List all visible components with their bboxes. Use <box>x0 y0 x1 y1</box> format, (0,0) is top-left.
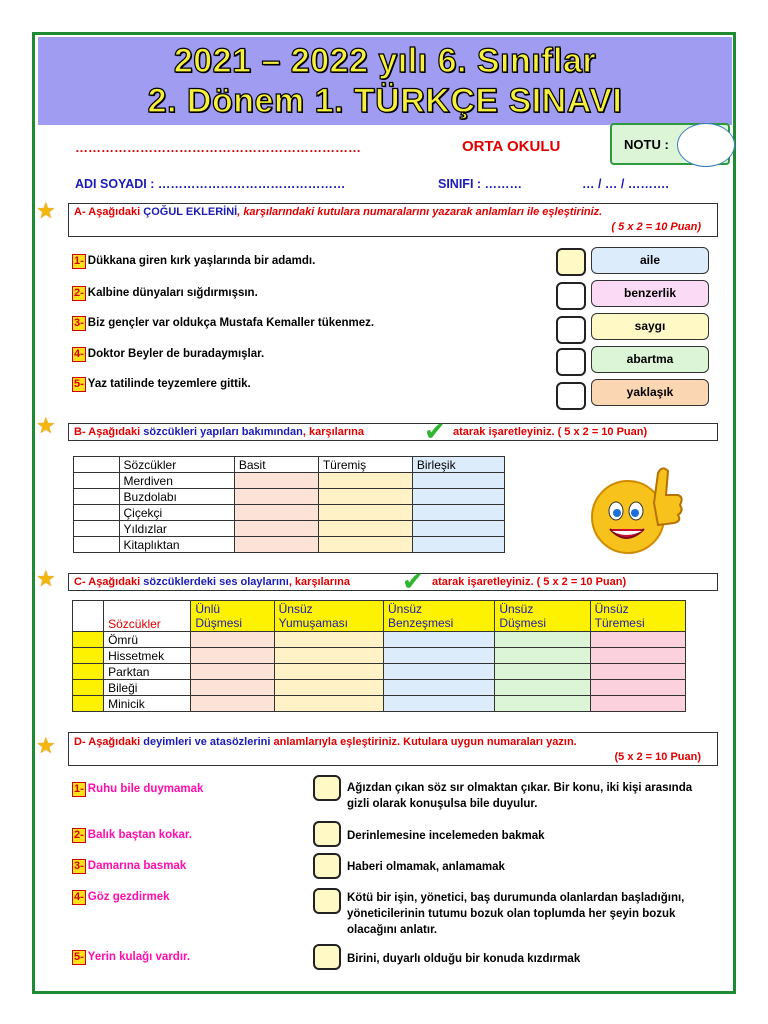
answer-box[interactable] <box>313 821 341 847</box>
table-row: Kitaplıktan <box>74 537 505 553</box>
answer-box[interactable] <box>556 382 586 410</box>
section-d-meaning-3: Haberi olmamak, anlamamak <box>347 861 505 873</box>
section-d-meaning-4: Kötü bir işin, yönetici, baş durumunda olanlardan başladığını, yöneticilerinin tutumu bozuk olan toplumda her şeyin bozuk olacağını anlatır. <box>347 892 685 936</box>
answer-box[interactable] <box>556 348 586 376</box>
answer-box[interactable] <box>313 853 341 879</box>
grade-label: NOTU : <box>624 137 669 152</box>
answer-box[interactable] <box>313 888 341 914</box>
section-d-item-2: 2- Balık baştan kokar. <box>74 829 192 841</box>
meaning-yaklasik: yaklaşık <box>591 379 709 406</box>
grade-box <box>610 123 730 165</box>
checkmark-icon: ✔ <box>402 566 424 596</box>
section-a-item-4: 4- Doktor Beyler de buradaymışlar. <box>74 348 265 360</box>
answer-box[interactable] <box>313 944 341 970</box>
section-d-item-3: 3- Damarına basmak <box>74 860 187 872</box>
table-row: Çiçekçi <box>74 505 505 521</box>
grade-field[interactable] <box>677 123 735 167</box>
section-a-item-2: 2- Kalbine dünyaları sığdırmışsın. <box>74 287 258 299</box>
section-d-meaning-2: Derinlemesine incelemeden bakmak <box>347 830 545 842</box>
star-icon: ★ <box>36 413 56 438</box>
answer-box[interactable] <box>556 248 586 276</box>
exam-date-field[interactable]: … / … / ………. <box>582 177 669 191</box>
section-d-item-4: 4- Göz gezdirmek <box>74 891 170 903</box>
section-d-points: (5 x 2 = 10 Puan) <box>614 751 701 763</box>
section-d-item-1: 1- Ruhu bile duymamak <box>74 783 204 795</box>
section-d-title: D- Aşağıdaki deyimleri ve atasözlerini anlamlarıyla eşleştiriniz. Kutulara uygun numaraları yazın. (5 x 2 = 10 Puan) <box>68 732 718 766</box>
answer-box[interactable] <box>556 282 586 310</box>
answer-box[interactable] <box>556 316 586 344</box>
section-d-meaning-5: Birini, duyarlı olduğu bir konuda kızdırmak <box>347 953 581 965</box>
table-row: Bileği <box>73 680 686 696</box>
section-b-title: B- Aşağıdaki sözcükleri yapıları bakımından, karşılarına atarak işaretleyiniz. ( 5 x 2 = 10 Puan) <box>68 423 718 441</box>
section-d-meaning-1: Ağızdan çıkan söz sır olmaktan çıkar. Bir konu, iki kişi arasında gizli olarak konuşulsa bile duyulur. <box>347 782 693 810</box>
section-d-item-5: 5- Yerin kulağı vardır. <box>74 951 191 963</box>
table-row: Parktan <box>73 664 686 680</box>
header-line-1: 2021 – 2022 yılı 6. Sınıflar <box>173 42 597 80</box>
section-a-item-3: 3- Biz gençler var oldukça Mustafa Kemaller tükenmez. <box>74 317 375 329</box>
student-name-field[interactable]: ADI SOYADI : ……………………………………… <box>75 177 346 191</box>
table-row: Hissetmek <box>73 648 686 664</box>
student-class-field[interactable]: SINIFI : ……… <box>438 177 523 191</box>
star-icon: ★ <box>36 198 56 223</box>
table-row: Merdiven <box>74 473 505 489</box>
section-a-item-1: 1- Dükkana giren kırk yaşlarında bir adamdı. <box>74 255 316 267</box>
meaning-abartma: abartma <box>591 346 709 373</box>
star-icon: ★ <box>36 733 56 758</box>
section-a-item-5: 5- Yaz tatilinde teyzemlere gittik. <box>74 378 251 390</box>
meaning-aile: aile <box>591 247 709 274</box>
answer-box[interactable] <box>313 775 341 801</box>
section-c-title: C- Aşağıdaki sözcüklerdeki ses olaylarını, karşılarına atarak işaretleyiniz. ( 5 x 2 = 10 Puan) <box>68 573 718 591</box>
school-dots: ………………………………………………………… <box>75 140 361 155</box>
table-row: Yıldızlar <box>74 521 505 537</box>
section-b-table: Sözcükler Basit Türemiş Birleşik Merdiven Buzdolabı Çiçekçi Yıldızlar Kitaplıktan <box>73 456 505 553</box>
table-row: Buzdolabı <box>74 489 505 505</box>
table-row: Ömrü <box>73 632 686 648</box>
checkmark-icon: ✔ <box>424 416 446 446</box>
star-icon: ★ <box>36 566 56 591</box>
section-a-points: ( 5 x 2 = 10 Puan) <box>611 221 701 233</box>
school-name: ORTA OKULU <box>462 138 561 155</box>
header-line-2: 2. Dönem 1. TÜRKÇE SINAVI <box>147 82 623 120</box>
meaning-benzerlik: benzerlik <box>591 280 709 307</box>
exam-header <box>38 37 732 125</box>
meaning-saygi: saygı <box>591 313 709 340</box>
section-c-table: Sözcükler Ünlü Düşmesi Ünsüz Yumuşaması Ünsüz Benzeşmesi Ünsüz Düşmesi Ünsüz Türemesi Ömrü Hissetmek Parktan Bileği Minicik <box>72 600 686 712</box>
smiley-thumbs-up-icon <box>586 455 686 555</box>
section-a-title: A- Aşağıdaki ÇOĞUL EKLERİNİ, karşılarındaki kutulara numaralarını yazarak anlamları ile eşleştiriniz. ( 5 x 2 = 10 Puan) <box>68 203 718 237</box>
table-row: Minicik <box>73 696 686 712</box>
